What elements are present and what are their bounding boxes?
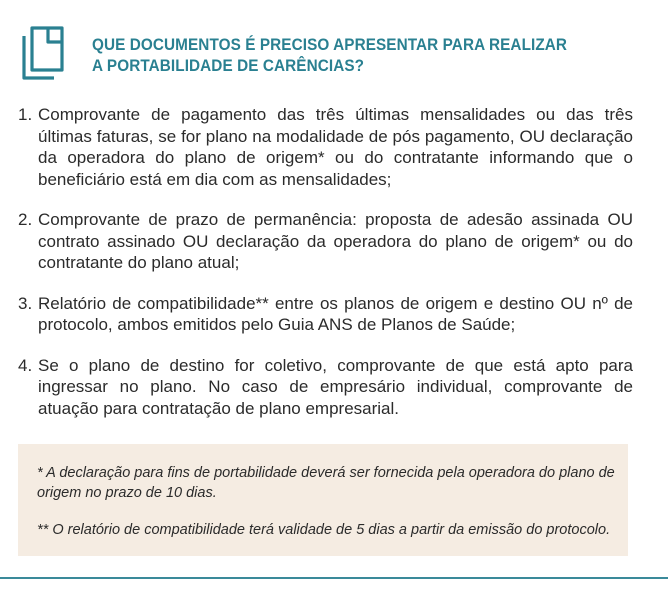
item-text: Relatório de compatibilidade** entre os planos de origem e destino OU nº de protocolo, ambos emitidos pelo Guia ANS de Planos de Saúde; [38,293,633,334]
item-number: 4. [18,355,33,375]
item-number: 3. [18,293,33,313]
document-list [18,104,633,438]
page-title [92,34,596,76]
footnote-2-mark: ** [37,522,49,538]
footnote-1 [37,463,617,503]
title-line-2: A PORTABILIDADE DE CARÊNCIAS? [92,56,365,75]
footnote-box [18,444,628,556]
item-text: Se o plano de destino for coletivo, comprovante de que está apto para ingressar no plano. No caso de empresário individual, comprovante de atuação para contratação de plano empresarial. [38,355,633,418]
footnote-1-text: A declaração para fins de portabilidade deverá ser fornecida pela operadora do plano de origem no prazo de 10 dias. [37,465,615,501]
footnote-2 [37,520,617,540]
list-item-1 [18,104,633,190]
title-line-1: QUE DOCUMENTOS É PRECISO APRESENTAR PARA REALIZAR [92,35,568,54]
list-item-2 [18,209,633,274]
list-item-4 [18,355,633,420]
list-item-3 [18,293,633,336]
bottom-divider [0,577,668,579]
item-text: Comprovante de prazo de permanência: proposta de adesão assinada OU contrato assinado OU declaração da operadora do plano de origem* ou do contratante do plano atual; [38,210,633,272]
footnote-2-text: O relatório de compatibilidade terá validade de 5 dias a partir da emissão do protocolo. [52,522,611,538]
item-text: Comprovante de pagamento das três últimas mensalidades ou das três últimas faturas, se for plano na modalidade de pós pagamento, OU declaração da operadora do plano de origem* ou do contratante informando que o beneficiário está em dia com as mensalidades; [38,105,633,189]
footnote-1-mark: * [37,465,43,481]
item-number: 1. [18,105,33,124]
item-number: 2. [18,210,33,229]
header [18,22,658,82]
document-icon [18,24,68,80]
